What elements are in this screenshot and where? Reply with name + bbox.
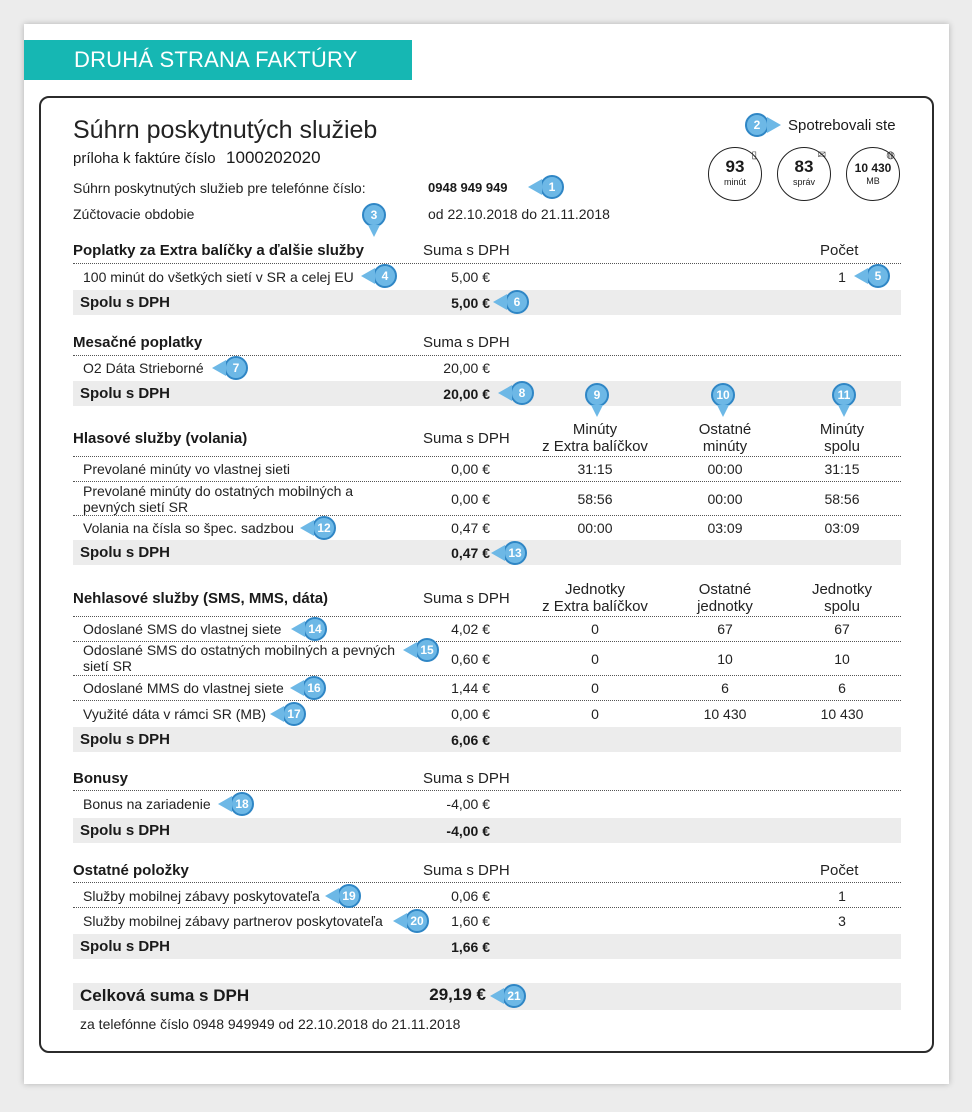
invoice-number: 1000202020: [226, 148, 321, 167]
callout-marker-14: 14: [303, 617, 327, 641]
callout-marker-15: 15: [415, 638, 439, 662]
usage-messages-value: 83: [794, 157, 814, 176]
nonvoice-row-other: 6: [721, 680, 729, 696]
callout-marker-1: 1: [540, 175, 564, 199]
callout-marker-20: 20: [405, 909, 429, 933]
bonus-row-sum: -4,00 €: [446, 796, 490, 812]
divider: [73, 616, 901, 617]
other-total-value: 1,66 €: [451, 939, 490, 955]
other-row-name: Služby mobilnej zábavy partnerov poskytovateľa: [83, 913, 383, 929]
divider: [73, 907, 901, 908]
voice-row-extra: 58:56: [577, 491, 613, 507]
nonvoice-row-extra: 0: [591, 680, 599, 696]
voice-total-label: Spolu s DPH: [80, 544, 171, 561]
bonus-total-value: -4,00 €: [446, 823, 490, 839]
extra-row-sum: 5,00 €: [451, 269, 490, 285]
callout-marker-8: 8: [510, 381, 534, 405]
nonvoice-row-total: 10: [834, 651, 850, 667]
divider: [73, 700, 901, 701]
nonvoice-section-title: Nehlasové služby (SMS, MMS, dáta): [73, 590, 329, 607]
callout-marker-11: 11: [832, 383, 856, 407]
callout-marker-10: 10: [711, 383, 735, 407]
other-section-title: Ostatné položky: [73, 862, 189, 879]
voice-col-sum: Suma s DPH: [423, 430, 510, 447]
nonvoice-row-extra: 0: [591, 651, 599, 667]
monthly-row-name: O2 Dáta Strieborné: [83, 360, 204, 376]
callout-marker-7: 7: [224, 356, 248, 380]
voice-row-name-line1: Prevolané minúty do ostatných mobilných a: [83, 483, 354, 499]
nonvoice-col-other-line2: jednotky: [697, 598, 753, 615]
usage-minutes-unit: minút: [723, 177, 746, 187]
voice-row-sum: 0,00 €: [451, 461, 490, 477]
extra-total-value: 5,00 €: [451, 295, 490, 311]
usage-data-badge: [846, 147, 900, 201]
nonvoice-col-total-line1: Jednotky: [811, 581, 873, 598]
nonvoice-col-extra-line1: Jednotky: [564, 581, 626, 598]
nonvoice-row-name: Odoslané SMS do vlastnej siete: [83, 621, 282, 637]
voice-col-other: [680, 421, 770, 455]
other-col-count: Počet: [820, 862, 859, 879]
voice-row-sum: 0,47 €: [451, 520, 490, 536]
bonus-row-name: Bonus na zariadenie: [83, 796, 211, 812]
voice-row-extra: 00:00: [577, 520, 613, 536]
callout-marker-18: 18: [230, 792, 254, 816]
nonvoice-row-sum: 4,02 €: [451, 621, 490, 637]
monthly-total-label: Spolu s DPH: [80, 385, 171, 402]
summary-title: Súhrn poskytnutých služieb: [73, 116, 378, 144]
divider: [73, 515, 901, 516]
usage-messages-unit: správ: [792, 177, 815, 187]
other-total-label: Spolu s DPH: [80, 938, 171, 955]
bonus-col-sum: Suma s DPH: [423, 770, 510, 787]
voice-col-extra: [535, 421, 655, 455]
monthly-section-title: Mesačné poplatky: [73, 334, 203, 351]
extra-row-name: 100 minút do všetkých sietí v SR a celej EU: [83, 269, 354, 285]
other-col-sum: Suma s DPH: [423, 862, 510, 879]
voice-col-total-line1: Minúty: [819, 421, 865, 438]
nonvoice-row-other: 10 430: [703, 706, 747, 722]
voice-section-title: Hlasové služby (volania): [73, 430, 248, 447]
usage-data-value: 10 430: [854, 161, 892, 175]
monthly-row-sum: 20,00 €: [443, 360, 490, 376]
nonvoice-row-name: Využité dáta v rámci SR (MB): [83, 706, 267, 722]
voice-row-sum: 0,00 €: [451, 491, 490, 507]
other-row-name: Služby mobilnej zábavy poskytovateľa: [83, 888, 320, 904]
voice-row-total: 03:09: [824, 520, 860, 536]
nonvoice-row-extra: 0: [591, 706, 599, 722]
extra-section-title: Poplatky za Extra balíčky a ďalšie služby: [73, 242, 364, 259]
grand-total-note: za telefónne číslo 0948 949949 od 22.10.2018 do 21.11.2018: [80, 1016, 461, 1032]
nonvoice-col-extra: [535, 581, 655, 615]
monthly-col-sum: Suma s DPH: [423, 334, 510, 351]
monthly-total-value: 20,00 €: [443, 386, 490, 402]
callout-marker-6: 6: [505, 290, 529, 314]
extra-total-label: Spolu s DPH: [80, 294, 171, 311]
nonvoice-row-name: [83, 642, 395, 674]
page-banner: DRUHÁ STRANA FAKTÚRY: [24, 40, 412, 80]
nonvoice-col-sum: Suma s DPH: [423, 590, 510, 607]
divider: [73, 675, 901, 676]
period-value: od 22.10.2018 do 21.11.2018: [428, 206, 610, 222]
voice-row-total: 58:56: [824, 491, 860, 507]
extra-col-count: Počet: [820, 242, 859, 259]
nonvoice-row-name: Odoslané MMS do vlastnej siete: [83, 680, 284, 696]
voice-row-name: Volania na čísla so špec. sadzbou: [83, 520, 294, 536]
usage-data-unit: MB: [866, 176, 880, 186]
bonus-section-title: Bonusy: [73, 770, 129, 787]
voice-col-total: [798, 421, 886, 455]
voice-col-total-line2: spolu: [824, 438, 860, 455]
nonvoice-row-total: 10 430: [820, 706, 864, 722]
nonvoice-col-other-line1: Ostatné: [698, 581, 752, 598]
voice-col-extra-line1: Minúty: [572, 421, 618, 438]
voice-row-other: 03:09: [707, 520, 743, 536]
other-row-sum: 0,06 €: [451, 888, 490, 904]
nonvoice-row-sum: 0,00 €: [451, 706, 490, 722]
callout-marker-21: 21: [502, 984, 526, 1008]
callout-marker-5: 5: [866, 264, 890, 288]
voice-row-name: [83, 483, 353, 515]
voice-row-extra: 31:15: [577, 461, 613, 477]
nonvoice-row-name-line1: Odoslané SMS do ostatných mobilných a pevných: [83, 642, 396, 658]
extra-col-sum: Suma s DPH: [423, 242, 510, 259]
envelope-icon: ✉: [817, 150, 826, 161]
callout-marker-16: 16: [302, 676, 326, 700]
nonvoice-col-total: [798, 581, 886, 615]
nonvoice-total-label: Spolu s DPH: [80, 731, 171, 748]
voice-row-total: 31:15: [824, 461, 860, 477]
voice-col-other-line1: Ostatné: [698, 421, 752, 438]
phone-label: Súhrn poskytnutých služieb pre telefónne číslo:: [73, 180, 366, 196]
nonvoice-row-other: 10: [717, 651, 733, 667]
other-row-sum: 1,60 €: [451, 913, 490, 929]
usage-minutes-value: 93: [725, 157, 745, 176]
invoice-label: príloha k faktúre číslo: [73, 150, 216, 167]
phone-value: 0948 949 949: [428, 180, 508, 195]
nonvoice-row-extra: 0: [591, 621, 599, 637]
callout-marker-2: 2: [745, 113, 769, 137]
divider: [73, 263, 901, 264]
invoice-line: [73, 148, 321, 168]
nonvoice-row-name-line2: sietí SR: [83, 658, 133, 674]
sim-icon: ▯: [751, 150, 757, 161]
usage-minutes-badge: [708, 147, 762, 201]
bonus-total-label: Spolu s DPH: [80, 822, 171, 839]
other-row-count: 1: [838, 888, 846, 904]
callout-marker-17: 17: [282, 702, 306, 726]
voice-row-name: Prevolané minúty vo vlastnej sieti: [83, 461, 290, 477]
usage-title: Spotrebovali ste: [788, 117, 896, 134]
grand-total-value: 29,19 €: [429, 985, 486, 1004]
other-row-count: 3: [838, 913, 846, 929]
callout-marker-4: 4: [373, 264, 397, 288]
callout-marker-13: 13: [503, 541, 527, 565]
callout-marker-12: 12: [312, 516, 336, 540]
nonvoice-row-other: 67: [717, 621, 733, 637]
nonvoice-row-sum: 0,60 €: [451, 651, 490, 667]
voice-col-other-line2: minúty: [702, 438, 748, 455]
callout-marker-3: 3: [362, 203, 386, 227]
divider: [73, 355, 901, 356]
divider: [73, 481, 901, 482]
voice-row-name-line2: pevných sietí SR: [83, 499, 189, 515]
period-label: Zúčtovacie obdobie: [73, 206, 195, 222]
divider: [73, 456, 901, 457]
grand-total-label: Celková suma s DPH: [80, 986, 250, 1005]
divider: [73, 882, 901, 883]
callout-marker-19: 19: [337, 884, 361, 908]
globe-icon: ◍: [886, 150, 895, 161]
extra-row-count: 1: [838, 269, 846, 285]
invoice-summary-card: [39, 96, 934, 1053]
voice-row-other: 00:00: [707, 461, 743, 477]
nonvoice-total-value: 6,06 €: [451, 732, 490, 748]
callout-marker-9: 9: [585, 383, 609, 407]
usage-messages-badge: [777, 147, 831, 201]
nonvoice-col-other: [680, 581, 770, 615]
voice-col-extra-line2: z Extra balíčkov: [542, 438, 648, 455]
divider: [73, 790, 901, 791]
voice-row-other: 00:00: [707, 491, 743, 507]
nonvoice-row-total: 6: [838, 680, 846, 696]
nonvoice-col-total-line2: spolu: [824, 598, 860, 615]
nonvoice-col-extra-line2: z Extra balíčkov: [542, 598, 648, 615]
nonvoice-row-total: 67: [834, 621, 850, 637]
voice-total-value: 0,47 €: [451, 545, 490, 561]
nonvoice-row-sum: 1,44 €: [451, 680, 490, 696]
